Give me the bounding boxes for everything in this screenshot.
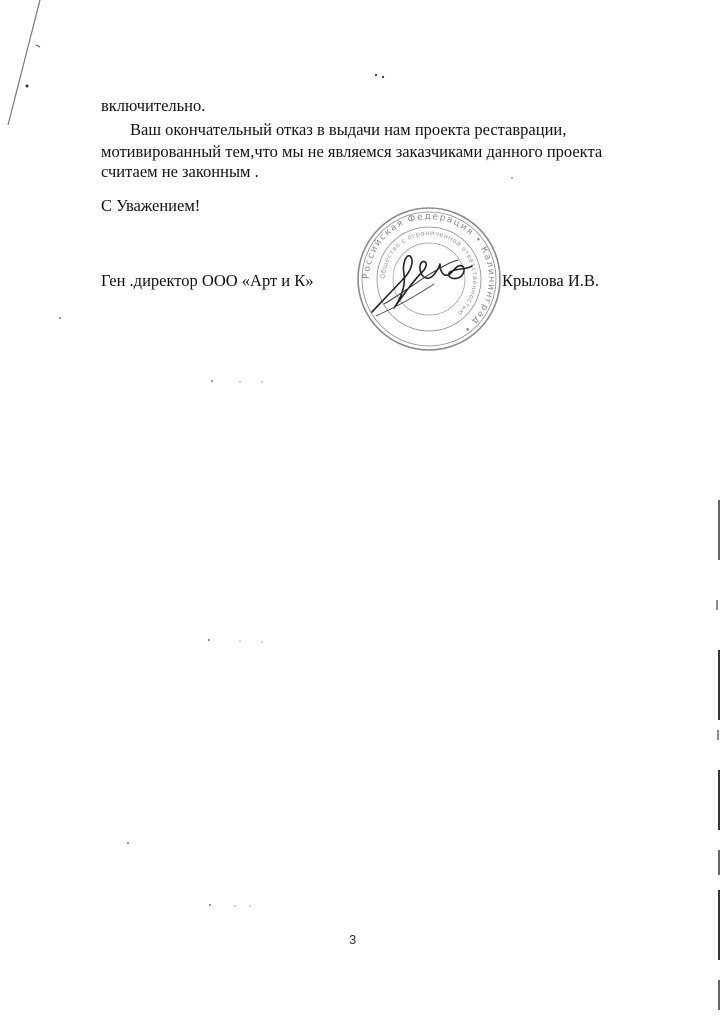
signatory-name: Крылова И.В.: [502, 271, 600, 290]
paragraph-line-4: считаем не законным .: [101, 162, 259, 181]
paragraph-line-2: Ваш окончательный отказ в выдачи нам проекта реставрации,: [130, 120, 567, 139]
paragraph-line-1: включительно.: [101, 96, 206, 115]
stamp-inner-text: Общество с ограниченной ответственностью: [378, 228, 480, 318]
closing-greeting: С Уважением!: [101, 196, 201, 215]
paragraph-line-3: мотивированный тем,что мы не являемся заказчиками данного проекта: [101, 142, 603, 161]
signatory-title: Ген .директор ООО «Арт и К»: [101, 271, 314, 290]
stamp-outer-text: Российская Федерация • Калининград •: [361, 211, 497, 335]
stamp-seal-icon: [354, 204, 504, 354]
company-stamp-with-signature: [354, 204, 504, 354]
page-number: 3: [349, 932, 357, 947]
